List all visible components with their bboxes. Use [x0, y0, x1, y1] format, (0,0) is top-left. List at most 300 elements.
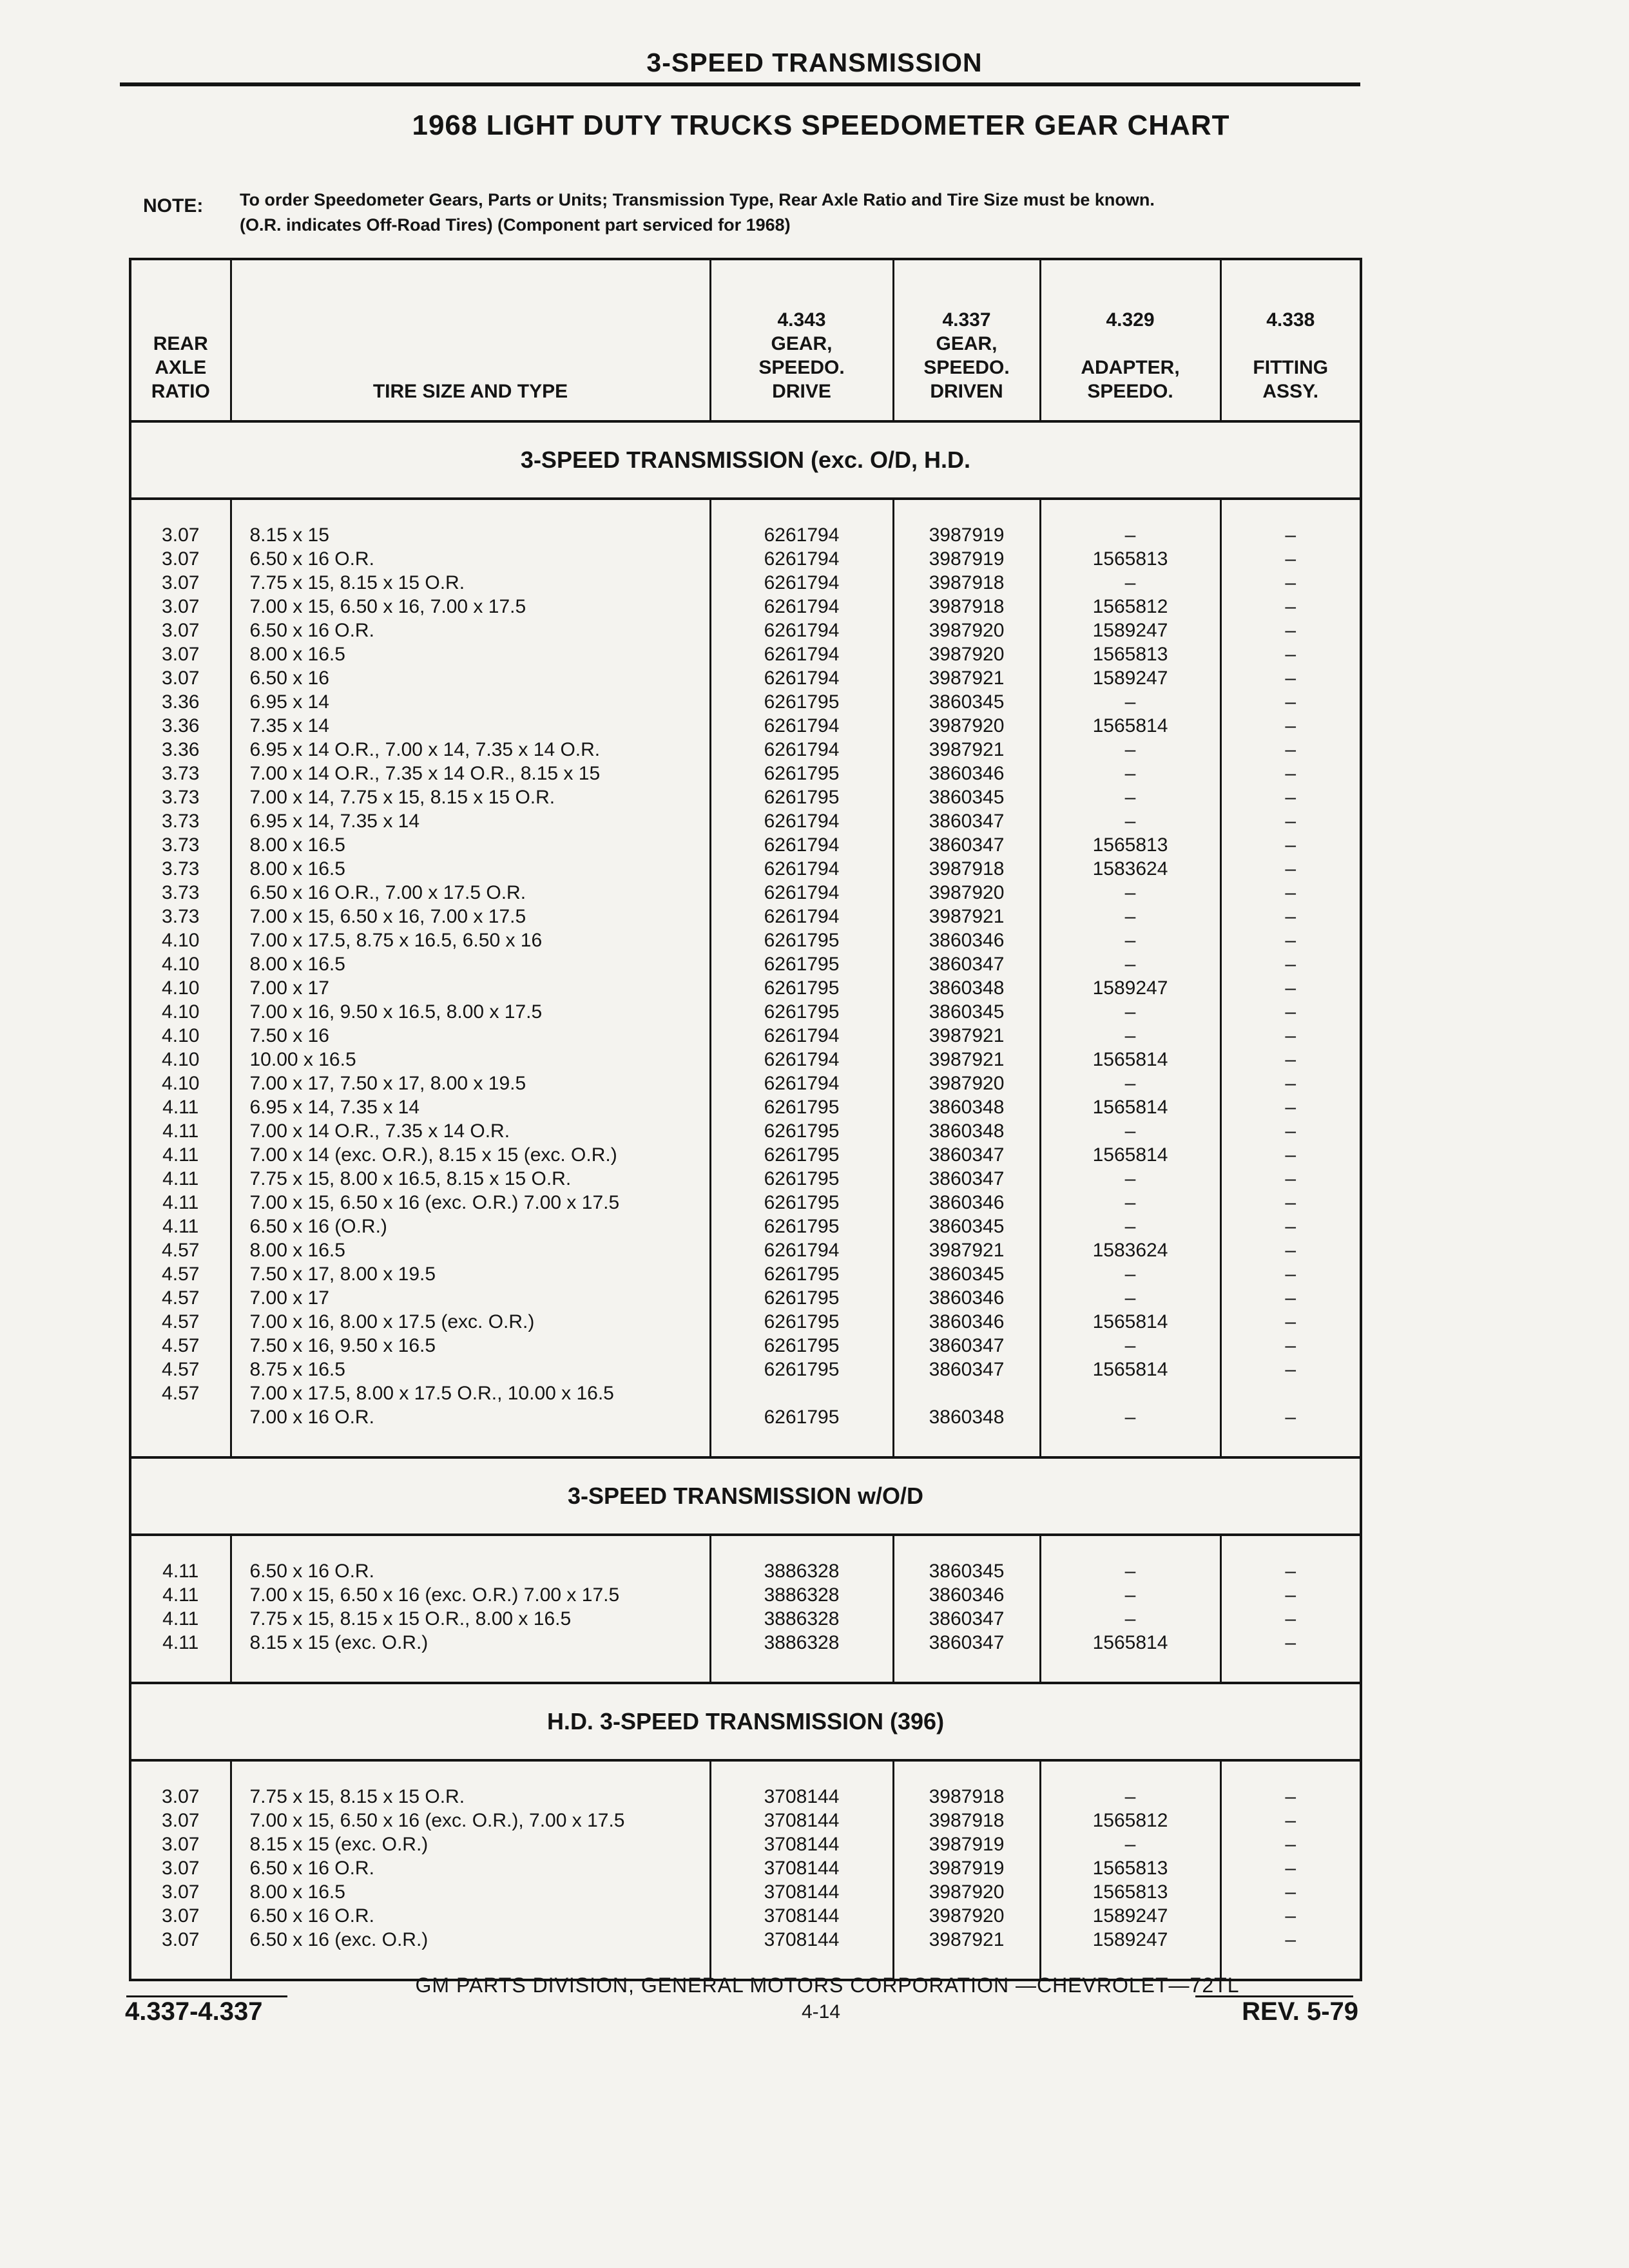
table-row [130, 1000, 1361, 1024]
table-row [130, 547, 1361, 571]
speedo-drive-gear-cell: 6261795 [710, 1119, 893, 1143]
speedo-adapter-cell: – [1040, 952, 1220, 976]
fitting-assy-cell: – [1220, 785, 1361, 809]
fitting-assy-cell: – [1220, 1238, 1361, 1262]
fitting-assy-cell: – [1220, 976, 1361, 1000]
rear-axle-ratio-cell: 3.73 [130, 833, 231, 857]
speedo-driven-gear-cell: 3987920 [893, 714, 1040, 738]
speedo-driven-gear-cell: 3860348 [893, 1119, 1040, 1143]
speedo-driven-gear-cell: 3860347 [893, 1143, 1040, 1167]
speedo-driven-gear-cell: 3860346 [893, 1310, 1040, 1334]
speedo-adapter-cell: 1565813 [1040, 642, 1220, 666]
speedo-adapter-cell: – [1040, 1072, 1220, 1095]
table-row [130, 1880, 1361, 1904]
tire-size-cell: 6.50 x 16 O.R. [231, 1856, 710, 1880]
speedo-driven-gear-cell: 3860345 [893, 690, 1040, 714]
speedo-drive-gear-cell: 6261794 [710, 571, 893, 595]
speedo-adapter-cell: – [1040, 523, 1220, 547]
tire-size-cell: 7.50 x 17, 8.00 x 19.5 [231, 1262, 710, 1286]
speedo-driven-gear-cell: 3987918 [893, 1809, 1040, 1832]
speedo-driven-gear-cell: 3860347 [893, 1167, 1040, 1191]
tire-size-cell: 8.00 x 16.5 [231, 642, 710, 666]
rear-axle-ratio-cell: 3.73 [130, 762, 231, 785]
speedo-drive-gear-cell: 6261794 [710, 523, 893, 547]
speedo-drive-gear-cell: 6261795 [710, 928, 893, 952]
speedo-drive-gear-cell: 6261794 [710, 1048, 893, 1072]
table-row [130, 1215, 1361, 1238]
table-row [130, 1095, 1361, 1119]
tire-size-cell: 7.00 x 16, 9.50 x 16.5, 8.00 x 17.5 [231, 1000, 710, 1024]
table-row [130, 1381, 1361, 1405]
rear-axle-ratio-cell: 4.10 [130, 976, 231, 1000]
fitting-assy-cell: – [1220, 666, 1361, 690]
fitting-assy-cell: – [1220, 857, 1361, 881]
tire-size-cell: 8.00 x 16.5 [231, 1238, 710, 1262]
col-header-fitting-assy: 4.338 FITTING ASSY. [1220, 259, 1361, 421]
rear-axle-ratio-cell [130, 1405, 231, 1429]
tire-size-cell: 7.00 x 17.5, 8.00 x 17.5 O.R., 10.00 x 16.5 [231, 1381, 710, 1405]
speedo-driven-gear-cell: 3987921 [893, 1238, 1040, 1262]
speedo-drive-gear-cell: 6261794 [710, 1238, 893, 1262]
speedo-adapter-cell: – [1040, 1119, 1220, 1143]
speedo-drive-gear-cell: 6261795 [710, 1405, 893, 1429]
speedo-drive-gear-cell: 6261794 [710, 642, 893, 666]
tire-size-cell: 7.50 x 16 [231, 1024, 710, 1048]
fitting-assy-cell: – [1220, 595, 1361, 619]
fitting-assy-cell: – [1220, 1809, 1361, 1832]
speedo-adapter-cell: – [1040, 1405, 1220, 1429]
tire-size-cell: 7.50 x 16, 9.50 x 16.5 [231, 1334, 710, 1358]
fitting-assy-cell: – [1220, 1928, 1361, 1952]
table-row [130, 1191, 1361, 1215]
speedo-adapter-cell: 1565814 [1040, 1048, 1220, 1072]
speedo-driven-gear-cell: 3987920 [893, 642, 1040, 666]
rear-axle-ratio-cell: 4.57 [130, 1381, 231, 1405]
speedo-driven-gear-cell: 3860346 [893, 1583, 1040, 1607]
speedo-drive-gear-cell: 3886328 [710, 1559, 893, 1583]
fitting-assy-cell: – [1220, 1904, 1361, 1928]
speedo-drive-gear-cell: 6261794 [710, 1072, 893, 1095]
speedo-drive-gear-cell: 6261795 [710, 952, 893, 976]
speedo-adapter-cell: 1565814 [1040, 1631, 1220, 1655]
fitting-assy-cell: – [1220, 619, 1361, 642]
rear-axle-ratio-cell: 3.07 [130, 571, 231, 595]
table-row [130, 1809, 1361, 1832]
speedo-drive-gear-cell: 6261795 [710, 690, 893, 714]
speedo-driven-gear-cell: 3860347 [893, 1607, 1040, 1631]
note-text-line-1: To order Speedometer Gears, Parts or Units; Transmission Type, Rear Axle Ratio and Tire Size must be known. [240, 190, 1155, 209]
speedo-driven-gear-cell: 3987920 [893, 619, 1040, 642]
section-header-row [130, 1683, 1361, 1760]
speedo-driven-gear-cell: 3860345 [893, 1215, 1040, 1238]
speedo-drive-gear-cell: 6261795 [710, 1310, 893, 1334]
speedo-drive-gear-cell: 6261795 [710, 762, 893, 785]
speedo-driven-gear-cell: 3987918 [893, 857, 1040, 881]
section-spacer [130, 1760, 1361, 1785]
fitting-assy-cell: – [1220, 1785, 1361, 1809]
tire-size-cell: 6.95 x 14 O.R., 7.00 x 14, 7.35 x 14 O.R. [231, 738, 710, 762]
table-row [130, 523, 1361, 547]
speedo-driven-gear-cell: 3987920 [893, 1072, 1040, 1095]
table-row [130, 1785, 1361, 1809]
fitting-assy-cell: – [1220, 928, 1361, 952]
tire-size-cell: 8.00 x 16.5 [231, 857, 710, 881]
col-header-rear-axle-ratio: REAR AXLE RATIO [130, 259, 231, 421]
rear-axle-ratio-cell: 3.36 [130, 690, 231, 714]
fitting-assy-cell: – [1220, 1215, 1361, 1238]
table-row [130, 1072, 1361, 1095]
tire-size-cell: 7.00 x 17, 7.50 x 17, 8.00 x 19.5 [231, 1072, 710, 1095]
speedo-drive-gear-cell: 6261795 [710, 1215, 893, 1238]
col-header-speedo-drive-gear: 4.343 GEAR, SPEEDO. DRIVE [710, 259, 893, 421]
table-row [130, 1904, 1361, 1928]
speedo-adapter-cell: – [1040, 1334, 1220, 1358]
tire-size-cell: 6.50 x 16 [231, 666, 710, 690]
speedo-drive-gear-cell: 6261795 [710, 976, 893, 1000]
fitting-assy-cell: – [1220, 1262, 1361, 1286]
speedo-drive-gear-cell: 6261794 [710, 833, 893, 857]
fitting-assy-cell: – [1220, 714, 1361, 738]
rear-axle-ratio-cell: 4.10 [130, 1072, 231, 1095]
speedo-driven-gear-cell: 3987921 [893, 1024, 1040, 1048]
fitting-assy-cell: – [1220, 1405, 1361, 1429]
section-spacer [130, 499, 1361, 523]
table-row [130, 1928, 1361, 1952]
speedo-driven-gear-cell: 3987921 [893, 1048, 1040, 1072]
section-title: 3-SPEED TRANSMISSION w/O/D [130, 1457, 1361, 1535]
speedo-driven-gear-cell: 3987919 [893, 547, 1040, 571]
table-row [130, 1238, 1361, 1262]
speedo-drive-gear-cell: 3708144 [710, 1904, 893, 1928]
tire-size-cell: 7.00 x 15, 6.50 x 16 (exc. O.R.), 7.00 x 17.5 [231, 1809, 710, 1832]
rear-axle-ratio-cell: 4.10 [130, 1000, 231, 1024]
speedo-driven-gear-cell: 3860348 [893, 1405, 1040, 1429]
tire-size-cell: 8.00 x 16.5 [231, 1880, 710, 1904]
speedo-adapter-cell: – [1040, 1559, 1220, 1583]
table-row [130, 1559, 1361, 1583]
table-row [130, 762, 1361, 785]
section-trailing-space [130, 1429, 1361, 1457]
tire-size-cell: 6.50 x 16 O.R. [231, 1904, 710, 1928]
section-trailing-space [130, 1655, 1361, 1683]
rear-axle-ratio-cell: 4.10 [130, 928, 231, 952]
speedo-driven-gear-cell [893, 1381, 1040, 1405]
tire-size-cell: 7.75 x 15, 8.15 x 15 O.R. [231, 571, 710, 595]
rear-axle-ratio-cell: 4.57 [130, 1310, 231, 1334]
speedo-adapter-cell: – [1040, 1191, 1220, 1215]
rear-axle-ratio-cell: 4.57 [130, 1286, 231, 1310]
rear-axle-ratio-cell: 3.07 [130, 619, 231, 642]
speedo-drive-gear-cell: 6261794 [710, 809, 893, 833]
table-row [130, 1024, 1361, 1048]
speedo-adapter-cell: 1565814 [1040, 1310, 1220, 1334]
rear-axle-ratio-cell: 3.73 [130, 881, 231, 905]
tire-size-cell: 6.50 x 16 (O.R.) [231, 1215, 710, 1238]
tire-size-cell: 7.75 x 15, 8.15 x 15 O.R. [231, 1785, 710, 1809]
speedo-driven-gear-cell: 3987921 [893, 738, 1040, 762]
table-row [130, 690, 1361, 714]
rear-axle-ratio-cell: 4.57 [130, 1358, 231, 1381]
tire-size-cell: 7.00 x 14 O.R., 7.35 x 14 O.R., 8.15 x 15 [231, 762, 710, 785]
speedo-adapter-cell: 1565813 [1040, 1880, 1220, 1904]
speedo-driven-gear-cell: 3860347 [893, 952, 1040, 976]
speedo-driven-gear-cell: 3860347 [893, 809, 1040, 833]
speedo-drive-gear-cell: 6261794 [710, 666, 893, 690]
footer-group-number: 4.337-4.337 [125, 1997, 263, 2026]
speedo-adapter-cell: 1565814 [1040, 1358, 1220, 1381]
speedo-driven-gear-cell: 3860345 [893, 785, 1040, 809]
speedo-adapter-cell: 1583624 [1040, 1238, 1220, 1262]
speedo-drive-gear-cell: 6261794 [710, 619, 893, 642]
speedo-adapter-cell: – [1040, 1024, 1220, 1048]
rear-axle-ratio-cell: 4.11 [130, 1191, 231, 1215]
speedo-adapter-cell: 1565813 [1040, 833, 1220, 857]
speedo-adapter-cell: – [1040, 785, 1220, 809]
fitting-assy-cell: – [1220, 1143, 1361, 1167]
tire-size-cell: 6.95 x 14 [231, 690, 710, 714]
tire-size-cell: 7.00 x 16, 8.00 x 17.5 (exc. O.R.) [231, 1310, 710, 1334]
speedo-adapter-cell: 1565812 [1040, 595, 1220, 619]
table-row [130, 881, 1361, 905]
rear-axle-ratio-cell: 4.11 [130, 1607, 231, 1631]
speedo-drive-gear-cell: 6261794 [710, 738, 893, 762]
speedo-driven-gear-cell: 3987918 [893, 1785, 1040, 1809]
tire-size-cell: 7.75 x 15, 8.15 x 15 O.R., 8.00 x 16.5 [231, 1607, 710, 1631]
rear-axle-ratio-cell: 3.73 [130, 905, 231, 928]
table-row [130, 595, 1361, 619]
column-header-row [130, 259, 1361, 421]
rear-axle-ratio-cell: 4.10 [130, 1024, 231, 1048]
table-row [130, 666, 1361, 690]
speedo-drive-gear-cell: 6261795 [710, 1000, 893, 1024]
fitting-assy-cell: – [1220, 571, 1361, 595]
table-row [130, 1167, 1361, 1191]
section-spacer [130, 1535, 1361, 1559]
speedo-adapter-cell: – [1040, 571, 1220, 595]
table-row [130, 571, 1361, 595]
speedo-adapter-cell: – [1040, 690, 1220, 714]
speedo-drive-gear-cell: 6261795 [710, 1167, 893, 1191]
section-header-row [130, 1457, 1361, 1535]
speedo-adapter-cell: 1583624 [1040, 857, 1220, 881]
speedo-driven-gear-cell: 3860346 [893, 1286, 1040, 1310]
speedo-adapter-cell: – [1040, 762, 1220, 785]
fitting-assy-cell: – [1220, 1832, 1361, 1856]
speedo-adapter-cell: – [1040, 1262, 1220, 1286]
tire-size-cell: 8.75 x 16.5 [231, 1358, 710, 1381]
speedo-drive-gear-cell: 6261794 [710, 547, 893, 571]
speedo-driven-gear-cell: 3860347 [893, 1358, 1040, 1381]
rear-axle-ratio-cell: 3.07 [130, 1856, 231, 1880]
tire-size-cell: 10.00 x 16.5 [231, 1048, 710, 1072]
speedo-driven-gear-cell: 3860346 [893, 1191, 1040, 1215]
speedo-adapter-cell: 1565814 [1040, 1095, 1220, 1119]
fitting-assy-cell: – [1220, 738, 1361, 762]
speedo-drive-gear-cell: 3708144 [710, 1809, 893, 1832]
table-row [130, 1048, 1361, 1072]
tire-size-cell: 8.00 x 16.5 [231, 833, 710, 857]
rear-axle-ratio-cell: 3.73 [130, 857, 231, 881]
rear-axle-ratio-cell: 4.11 [130, 1119, 231, 1143]
speedo-drive-gear-cell: 3708144 [710, 1856, 893, 1880]
speedo-drive-gear-cell: 3708144 [710, 1832, 893, 1856]
table-row [130, 1119, 1361, 1143]
rear-axle-ratio-cell: 4.57 [130, 1238, 231, 1262]
rear-axle-ratio-cell: 4.10 [130, 1048, 231, 1072]
tire-size-cell: 8.15 x 15 (exc. O.R.) [231, 1631, 710, 1655]
table-row [130, 1607, 1361, 1631]
speedo-drive-gear-cell: 6261794 [710, 714, 893, 738]
rear-axle-ratio-cell: 4.11 [130, 1215, 231, 1238]
speedo-adapter-cell: 1565814 [1040, 1143, 1220, 1167]
fitting-assy-cell: – [1220, 809, 1361, 833]
speedo-drive-gear-cell [710, 1381, 893, 1405]
table-row [130, 1832, 1361, 1856]
speedo-drive-gear-cell: 6261795 [710, 1334, 893, 1358]
tire-size-cell: 7.00 x 14 (exc. O.R.), 8.15 x 15 (exc. O.R.) [231, 1143, 710, 1167]
table-row [130, 1262, 1361, 1286]
speedo-drive-gear-cell: 6261795 [710, 1262, 893, 1286]
speedo-driven-gear-cell: 3987919 [893, 523, 1040, 547]
speedo-adapter-cell: – [1040, 1607, 1220, 1631]
tire-size-cell: 7.00 x 15, 6.50 x 16, 7.00 x 17.5 [231, 595, 710, 619]
speedo-drive-gear-cell: 6261795 [710, 1358, 893, 1381]
speedo-driven-gear-cell: 3860346 [893, 762, 1040, 785]
fitting-assy-cell: – [1220, 1095, 1361, 1119]
fitting-assy-cell: – [1220, 1334, 1361, 1358]
footer-publisher: GM PARTS DIVISION, GENERAL MOTORS CORPORATION —CHEVROLET—72TL [415, 1974, 1240, 1997]
table-row [130, 1405, 1361, 1429]
speedo-driven-gear-cell: 3987921 [893, 1928, 1040, 1952]
fitting-assy-cell: – [1220, 952, 1361, 976]
speedo-adapter-cell [1040, 1381, 1220, 1405]
speedo-driven-gear-cell: 3860346 [893, 928, 1040, 952]
speedo-driven-gear-cell: 3987918 [893, 571, 1040, 595]
rear-axle-ratio-cell: 4.10 [130, 952, 231, 976]
tire-size-cell: 6.50 x 16 O.R. [231, 1559, 710, 1583]
table-row [130, 1310, 1361, 1334]
fitting-assy-cell: – [1220, 1048, 1361, 1072]
table-row [130, 1334, 1361, 1358]
fitting-assy-cell: – [1220, 642, 1361, 666]
fitting-assy-cell: – [1220, 833, 1361, 857]
table-row [130, 905, 1361, 928]
fitting-assy-cell: – [1220, 1024, 1361, 1048]
fitting-assy-cell: – [1220, 1119, 1361, 1143]
speedo-drive-gear-cell: 6261795 [710, 1095, 893, 1119]
speedo-adapter-cell: – [1040, 1167, 1220, 1191]
speedo-adapter-cell: 1589247 [1040, 666, 1220, 690]
tire-size-cell: 7.00 x 15, 6.50 x 16, 7.00 x 17.5 [231, 905, 710, 928]
table-row [130, 857, 1361, 881]
fitting-assy-cell: – [1220, 762, 1361, 785]
table-row [130, 1583, 1361, 1607]
speedo-driven-gear-cell: 3987920 [893, 1880, 1040, 1904]
fitting-assy-cell: – [1220, 1310, 1361, 1334]
tire-size-cell: 7.00 x 17.5, 8.75 x 16.5, 6.50 x 16 [231, 928, 710, 952]
fitting-assy-cell: – [1220, 1286, 1361, 1310]
speedo-drive-gear-cell: 3886328 [710, 1631, 893, 1655]
header-rule [120, 82, 1360, 86]
rear-axle-ratio-cell: 3.36 [130, 714, 231, 738]
tire-size-cell: 7.00 x 17 [231, 976, 710, 1000]
fitting-assy-cell: – [1220, 1191, 1361, 1215]
tire-size-cell: 7.00 x 14 O.R., 7.35 x 14 O.R. [231, 1119, 710, 1143]
rear-axle-ratio-cell: 3.07 [130, 1809, 231, 1832]
speedo-adapter-cell: 1565812 [1040, 1809, 1220, 1832]
speedo-drive-gear-cell: 6261795 [710, 1286, 893, 1310]
speedo-driven-gear-cell: 3860347 [893, 1631, 1040, 1655]
rear-axle-ratio-cell: 4.57 [130, 1262, 231, 1286]
fitting-assy-cell: – [1220, 1607, 1361, 1631]
speedo-driven-gear-cell: 3987918 [893, 595, 1040, 619]
speedo-driven-gear-cell: 3860345 [893, 1262, 1040, 1286]
fitting-assy-cell: – [1220, 1856, 1361, 1880]
table-row [130, 1143, 1361, 1167]
speedo-driven-gear-cell: 3860347 [893, 833, 1040, 857]
fitting-assy-cell: – [1220, 1000, 1361, 1024]
table-row [130, 952, 1361, 976]
speedo-adapter-cell: – [1040, 738, 1220, 762]
speedo-drive-gear-cell: 6261794 [710, 1024, 893, 1048]
speedo-driven-gear-cell: 3860348 [893, 976, 1040, 1000]
rear-axle-ratio-cell: 3.07 [130, 523, 231, 547]
rear-axle-ratio-cell: 4.11 [130, 1095, 231, 1119]
table-row [130, 619, 1361, 642]
table-row [130, 809, 1361, 833]
table-row [130, 785, 1361, 809]
note-text-line-2: (O.R. indicates Off-Road Tires) (Component part serviced for 1968) [240, 215, 791, 235]
speedo-drive-gear-cell: 6261794 [710, 881, 893, 905]
fitting-assy-cell: – [1220, 547, 1361, 571]
speedo-adapter-cell: – [1040, 905, 1220, 928]
tire-size-cell: 6.50 x 16 O.R. [231, 619, 710, 642]
fitting-assy-cell: – [1220, 523, 1361, 547]
rear-axle-ratio-cell: 3.07 [130, 1785, 231, 1809]
fitting-assy-cell: – [1220, 1880, 1361, 1904]
table-row [130, 1286, 1361, 1310]
tire-size-cell: 8.15 x 15 [231, 523, 710, 547]
tire-size-cell: 7.00 x 15, 6.50 x 16 (exc. O.R.) 7.00 x 17.5 [231, 1583, 710, 1607]
section-title: 3-SPEED TRANSMISSION (exc. O/D, H.D. [130, 421, 1361, 499]
rear-axle-ratio-cell: 4.11 [130, 1167, 231, 1191]
speedo-drive-gear-cell: 6261794 [710, 857, 893, 881]
tire-size-cell: 7.00 x 17 [231, 1286, 710, 1310]
section-title: H.D. 3-SPEED TRANSMISSION (396) [130, 1683, 1361, 1760]
tire-size-cell: 8.15 x 15 (exc. O.R.) [231, 1832, 710, 1856]
speedo-adapter-cell: 1565813 [1040, 1856, 1220, 1880]
table-row [130, 1856, 1361, 1880]
col-header-tire-size: TIRE SIZE AND TYPE [231, 259, 710, 421]
table-row [130, 642, 1361, 666]
fitting-assy-cell: – [1220, 905, 1361, 928]
speedo-adapter-cell: 1589247 [1040, 1904, 1220, 1928]
table-row [130, 738, 1361, 762]
rear-axle-ratio-cell: 4.11 [130, 1583, 231, 1607]
rear-axle-ratio-cell: 3.07 [130, 666, 231, 690]
speedo-driven-gear-cell: 3987920 [893, 1904, 1040, 1928]
speedo-adapter-cell: 1565813 [1040, 547, 1220, 571]
speedo-driven-gear-cell: 3860345 [893, 1559, 1040, 1583]
rear-axle-ratio-cell: 3.07 [130, 1880, 231, 1904]
col-header-speedo-adapter: 4.329 ADAPTER, SPEEDO. [1040, 259, 1220, 421]
speedo-drive-gear-cell: 6261795 [710, 785, 893, 809]
speedo-drive-gear-cell: 3708144 [710, 1880, 893, 1904]
tire-size-cell: 7.75 x 15, 8.00 x 16.5, 8.15 x 15 O.R. [231, 1167, 710, 1191]
footer-page-number: 4-14 [801, 2001, 841, 2023]
fitting-assy-cell: – [1220, 1559, 1361, 1583]
table-body [130, 421, 1361, 1980]
